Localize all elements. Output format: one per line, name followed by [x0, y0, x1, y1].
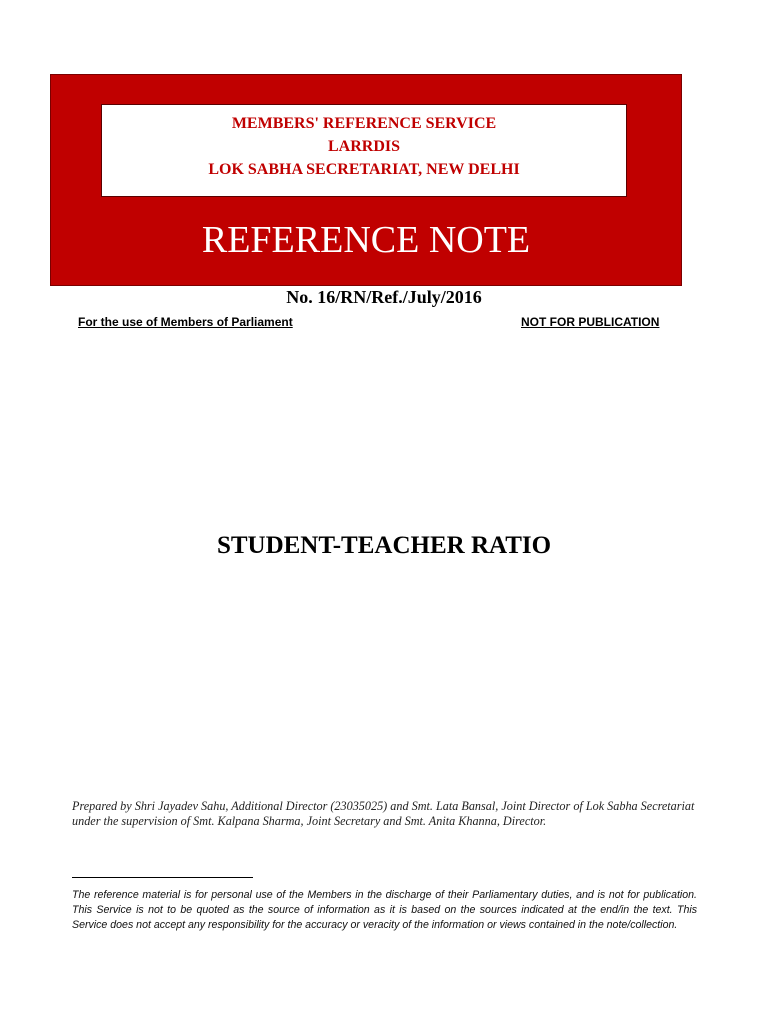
secretariat-name: LOK SABHA SECRETARIAT, NEW DELHI [208, 161, 520, 178]
division-name: LARRDIS [327, 138, 400, 155]
footnote-divider [72, 877, 253, 878]
members-use-note: For the use of Members of Parliament [78, 315, 293, 329]
service-name: MEMBERS' REFERENCE SERVICE [231, 115, 497, 132]
document-title: STUDENT-TEACHER RATIO [216, 532, 552, 559]
reference-number: No. 16/RN/Ref./July/2016 [286, 287, 482, 307]
reference-note-banner [50, 74, 682, 286]
not-for-publication-note: NOT FOR PUBLICATION [521, 315, 660, 329]
disclaimer-footnote: The reference material is for personal use of the Members in the discharge of their Parliamentary duties, and is not for publication. This Service is not to be quoted as the source of information as it is based on the sources indicated at the end/in the text. This Service does not accept any responsibility for the accuracy or veracity of the information or views contained in the note/collection. [72, 889, 697, 931]
prepared-by-credit: Prepared by Shri Jayadev Sahu, Additional Director (23035025) and Smt. Lata Bansal, Joint Director of Lok Sabha Secretariat under the supervision of Smt. Kalpana Sharma, Joint Secretary and Smt. Anita Khanna, Director. [72, 799, 695, 828]
banner-title: REFERENCE NOTE [201, 219, 531, 261]
service-header-box [101, 104, 627, 197]
